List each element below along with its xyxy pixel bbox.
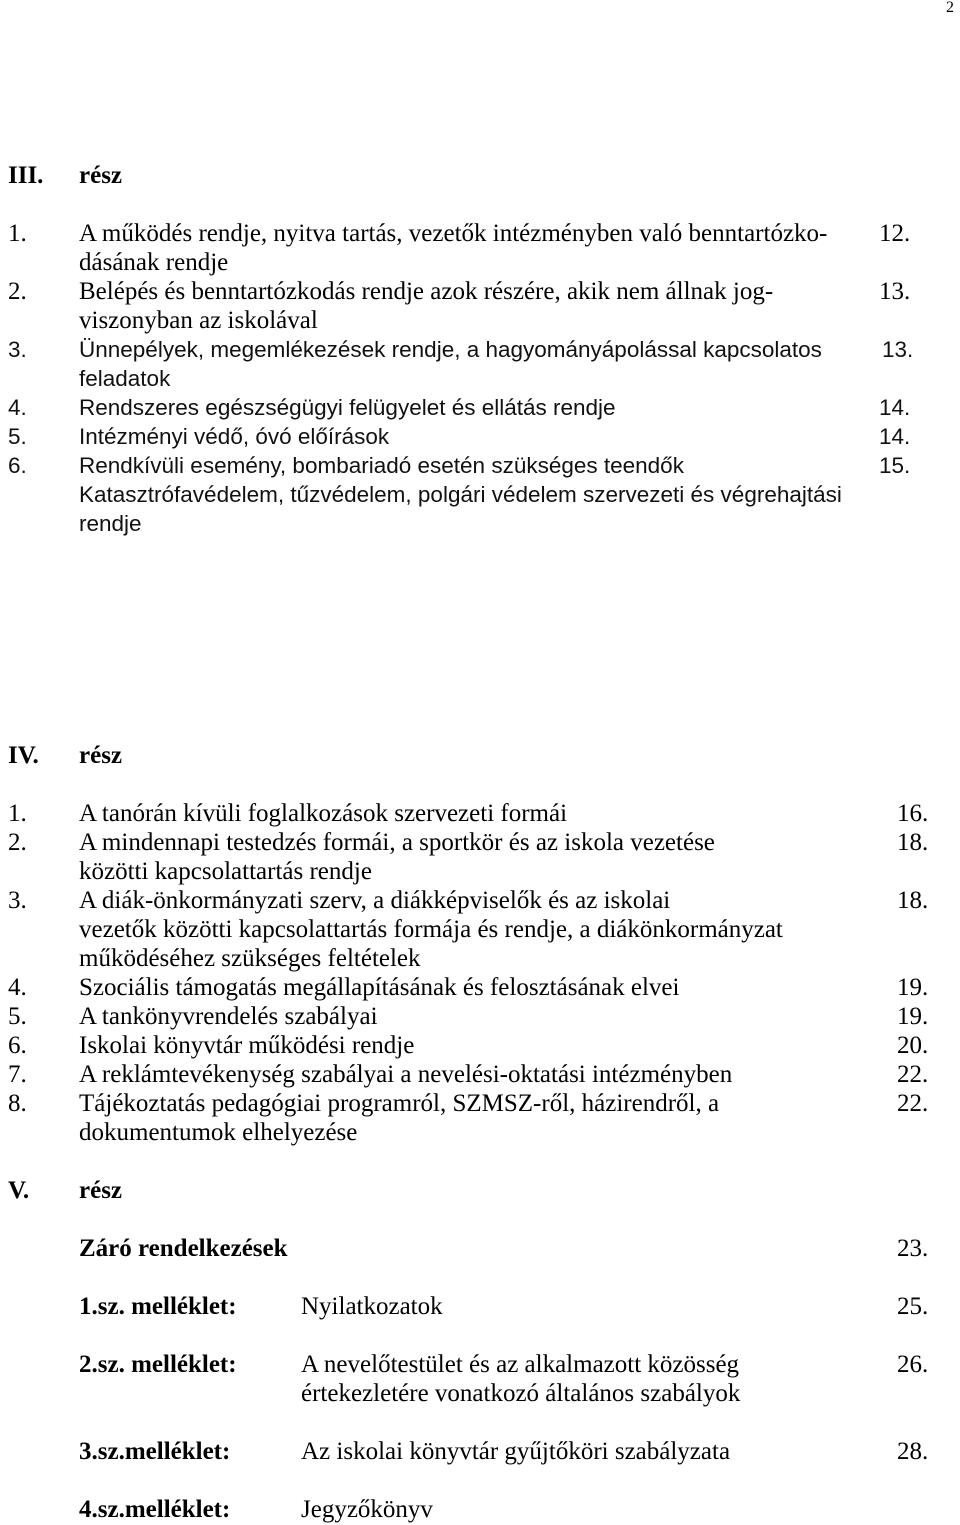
entry-title bbox=[79, 886, 869, 973]
entry-title-line: Belépés és benntartózkodás rendje azok részére, akik nem állnak jog- bbox=[79, 277, 774, 305]
entry-page: 26. bbox=[897, 1350, 929, 1378]
entry-number: 1. bbox=[8, 799, 27, 827]
entry-number: 3. bbox=[8, 886, 27, 914]
entry-title bbox=[301, 1495, 861, 1524]
entry-page: 25. bbox=[897, 1292, 929, 1320]
entry-title bbox=[79, 1002, 869, 1031]
part-numeral: III. bbox=[8, 161, 44, 189]
entry-page: 22. bbox=[897, 1060, 929, 1088]
annex-entry bbox=[0, 1350, 960, 1408]
part-label: rész bbox=[79, 161, 123, 189]
entry-title-line: rendje bbox=[79, 510, 142, 536]
entry-title bbox=[301, 1292, 861, 1321]
entry-page: 19. bbox=[897, 1002, 929, 1030]
entry-title bbox=[301, 1437, 861, 1466]
entry-title bbox=[79, 422, 869, 451]
entry-number: 4. bbox=[8, 394, 27, 420]
toc-entry bbox=[0, 1031, 960, 1060]
entry-title-line: A mindennapi testedzés formái, a sportkör és az iskola vezetése bbox=[79, 828, 715, 856]
entry-page: 16. bbox=[897, 799, 929, 827]
entry-title-line: Nyilatkozatok bbox=[301, 1292, 443, 1320]
toc-entry bbox=[0, 799, 960, 828]
entry-title-line: dokumentumok elhelyezése bbox=[79, 1118, 358, 1146]
entry-title bbox=[79, 828, 869, 886]
entry-page: 18. bbox=[897, 828, 929, 856]
entry-title-line: közötti kapcsolattartás rendje bbox=[79, 857, 372, 885]
toc-entry bbox=[0, 1060, 960, 1089]
annex-label: 2.sz. melléklet: bbox=[79, 1350, 237, 1378]
entry-page: 13. bbox=[879, 277, 911, 305]
entry-number: 4. bbox=[8, 973, 27, 1001]
toc-entry bbox=[0, 422, 960, 451]
entry-title-line: Iskolai könyvtár működési rendje bbox=[79, 1031, 415, 1059]
entry-title-line: A reklámtevékenység szabályai a nevelési-oktatási intézményben bbox=[79, 1060, 733, 1088]
toc-entry bbox=[0, 219, 960, 277]
part-iii bbox=[0, 161, 960, 538]
entry-page: 15. bbox=[879, 452, 911, 478]
entry-title bbox=[79, 1060, 869, 1089]
entry-title-line: Az iskolai könyvtár gyűjtőköri szabályzata bbox=[301, 1437, 731, 1465]
toc-entry bbox=[0, 451, 960, 538]
part-iv bbox=[0, 741, 960, 1147]
entry-number: 1. bbox=[8, 219, 27, 247]
toc-entry bbox=[0, 1089, 960, 1147]
entry-number: 8. bbox=[8, 1089, 27, 1117]
entry-title bbox=[79, 1031, 869, 1060]
toc-entry bbox=[0, 335, 960, 393]
part-v bbox=[0, 1176, 960, 1524]
entry-title-line: Rendszeres egészségügyi felügyelet és ellátás rendje bbox=[79, 394, 616, 420]
entry-page: 20. bbox=[897, 1031, 929, 1059]
entry-title-line: viszonyban az iskolával bbox=[79, 306, 318, 334]
entry-title-line: Jegyzőkönyv bbox=[301, 1495, 433, 1523]
toc-entry bbox=[0, 393, 960, 422]
entry-number: 5. bbox=[8, 1002, 27, 1030]
annex-entry bbox=[0, 1292, 960, 1321]
entry-page: 28. bbox=[897, 1437, 929, 1465]
entry-title-line: Katasztrófavédelem, tűzvédelem, polgári védelem szervezeti és végrehajtási bbox=[79, 481, 842, 507]
entry-title-line: A nevelőtestület és az alkalmazott közösség bbox=[301, 1350, 740, 1378]
entry-title-line: Ünnepélyek, megemlékezések rendje, a hagyományápolással kapcsolatos bbox=[79, 336, 822, 362]
toc-entry bbox=[0, 277, 960, 335]
entry-page: 18. bbox=[897, 886, 929, 914]
entry-title-line: A diák-önkormányzati szerv, a diákképviselők és az iskolai bbox=[79, 886, 671, 914]
entry-page: 23. bbox=[897, 1234, 929, 1262]
entry-title bbox=[79, 1089, 869, 1147]
entry-title bbox=[79, 451, 869, 538]
entry-title bbox=[79, 335, 869, 393]
entry-title-line: A tankönyvrendelés szabályai bbox=[79, 1002, 378, 1030]
entry-title bbox=[79, 799, 869, 828]
toc-entry bbox=[0, 1002, 960, 1031]
entry-number: 3. bbox=[8, 336, 27, 362]
toc-entry bbox=[0, 828, 960, 886]
table-of-contents bbox=[0, 161, 960, 1524]
annex-label: 1.sz. melléklet: bbox=[79, 1292, 237, 1320]
part-label: rész bbox=[79, 1176, 123, 1204]
part-label: rész bbox=[79, 741, 123, 769]
toc-entry bbox=[0, 973, 960, 1002]
annex-label: 4.sz.melléklet: bbox=[79, 1495, 231, 1523]
entry-page: 14. bbox=[879, 423, 911, 449]
entry-title-line: Rendkívüli esemény, bombariadó esetén szükséges teendők bbox=[79, 452, 684, 478]
entry-number: 6. bbox=[8, 1031, 27, 1059]
entry-title-line: Szociális támogatás megállapításának és felosztásának elvei bbox=[79, 973, 680, 1001]
entry-page: 14. bbox=[879, 394, 911, 420]
entry-title bbox=[79, 973, 869, 1002]
entry-title-line: A tanórán kívüli foglalkozások szervezeti formái bbox=[79, 799, 568, 827]
part-numeral: V. bbox=[8, 1176, 30, 1204]
entry-title-line: Intézményi védő, óvó előírások bbox=[79, 423, 390, 449]
entry-title bbox=[79, 219, 869, 277]
part-heading bbox=[0, 741, 960, 770]
entry-page: 22. bbox=[897, 1089, 929, 1117]
entry-number: 2. bbox=[8, 277, 27, 305]
part-numeral: IV. bbox=[8, 741, 39, 769]
entry-title bbox=[79, 277, 869, 335]
entry-title bbox=[301, 1350, 861, 1408]
toc-entry bbox=[0, 886, 960, 973]
closing-provisions-entry bbox=[0, 1234, 960, 1263]
entry-page: 12. bbox=[879, 219, 911, 247]
entry-page: 19. bbox=[897, 973, 929, 1001]
page-number: 2 bbox=[946, 0, 954, 16]
part-heading bbox=[0, 161, 960, 190]
entry-title-line: A működés rendje, nyitva tartás, vezetők intézményben való benntartózko- bbox=[79, 219, 828, 247]
annex-label: 3.sz.melléklet: bbox=[79, 1437, 231, 1465]
entry-title-line: vezetők közötti kapcsolattartás formája és rendje, a diákönkormányzat bbox=[79, 915, 783, 943]
entry-title-line: működéséhez szükséges feltételek bbox=[79, 944, 421, 972]
entry-title-line: dásának rendje bbox=[79, 248, 229, 276]
part-heading bbox=[0, 1176, 960, 1205]
entry-number: 6. bbox=[8, 452, 27, 478]
entry-title: Záró rendelkezések bbox=[79, 1234, 288, 1262]
entry-number: 7. bbox=[8, 1060, 27, 1088]
entry-title-line: Tájékoztatás pedagógiai programról, SZMSZ-ről, házirendről, a bbox=[79, 1089, 720, 1117]
entry-title-line: értekezletére vonatkozó általános szabályok bbox=[301, 1379, 741, 1407]
entry-title bbox=[79, 393, 869, 422]
annex-entry bbox=[0, 1495, 960, 1524]
entry-number: 2. bbox=[8, 828, 27, 856]
entry-page: 13. bbox=[882, 336, 914, 362]
entry-number: 5. bbox=[8, 423, 27, 449]
entry-title-line: feladatok bbox=[79, 365, 171, 391]
annex-entry bbox=[0, 1437, 960, 1466]
